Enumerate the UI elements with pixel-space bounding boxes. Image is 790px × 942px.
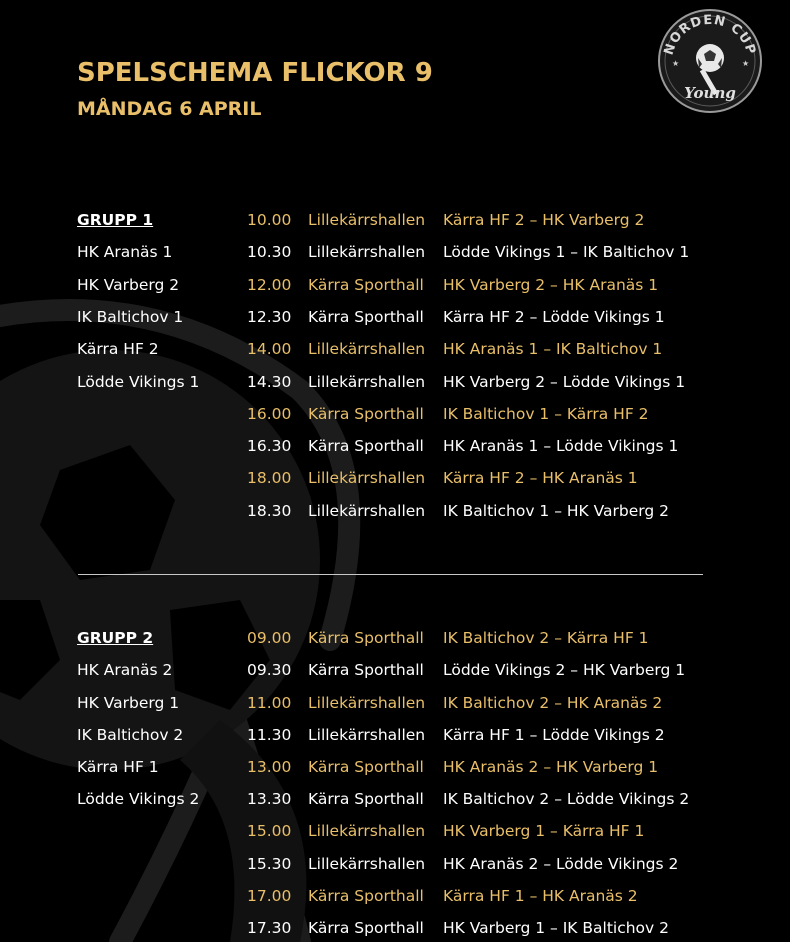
team-name: HK Aranäs 1 bbox=[77, 243, 173, 261]
match-teams: Kärra HF 1 – Lödde Vikings 2 bbox=[443, 726, 665, 744]
page-subtitle: MÅNDAG 6 APRIL bbox=[77, 98, 262, 120]
match-teams: Kärra HF 2 – HK Aranäs 1 bbox=[443, 469, 638, 487]
team-name: Kärra HF 1 bbox=[77, 758, 159, 776]
match-teams: IK Baltichov 2 – Kärra HF 1 bbox=[443, 629, 649, 647]
schedule-row bbox=[0, 626, 790, 650]
match-time: 16.30 bbox=[247, 437, 292, 455]
team-name: IK Baltichov 2 bbox=[77, 726, 184, 744]
match-teams: HK Aranäs 2 – Lödde Vikings 2 bbox=[443, 855, 679, 873]
logo-bottom-text: Young bbox=[684, 84, 736, 102]
schedule-row bbox=[0, 240, 790, 264]
section-divider bbox=[78, 574, 703, 575]
match-teams: Kärra HF 2 – Lödde Vikings 1 bbox=[443, 308, 665, 326]
schedule-row bbox=[0, 691, 790, 715]
match-time: 10.30 bbox=[247, 243, 292, 261]
match-time: 14.00 bbox=[247, 340, 292, 358]
match-teams: Lödde Vikings 1 – IK Baltichov 1 bbox=[443, 243, 690, 261]
team-name: Lödde Vikings 2 bbox=[77, 790, 200, 808]
team-name: Kärra HF 2 bbox=[77, 340, 159, 358]
match-venue: Kärra Sporthall bbox=[308, 308, 424, 326]
match-venue: Kärra Sporthall bbox=[308, 276, 424, 294]
schedule-row bbox=[0, 819, 790, 843]
match-venue: Lillekärrshallen bbox=[308, 502, 426, 520]
match-teams: HK Aranäs 2 – HK Varberg 1 bbox=[443, 758, 659, 776]
match-teams: IK Baltichov 1 – HK Varberg 2 bbox=[443, 502, 669, 520]
match-teams: HK Aranäs 1 – Lödde Vikings 1 bbox=[443, 437, 679, 455]
schedule-row bbox=[0, 434, 790, 458]
schedule-row bbox=[0, 466, 790, 490]
schedule-row bbox=[0, 499, 790, 523]
match-venue: Lillekärrshallen bbox=[308, 211, 426, 229]
team-name: HK Aranäs 2 bbox=[77, 661, 173, 679]
schedule-row bbox=[0, 852, 790, 876]
match-teams: Kärra HF 2 – HK Varberg 2 bbox=[443, 211, 645, 229]
match-time: 18.00 bbox=[247, 469, 292, 487]
schedule-row bbox=[0, 723, 790, 747]
schedule-row bbox=[0, 337, 790, 361]
page-title: SPELSCHEMA FLICKOR 9 bbox=[77, 58, 433, 88]
match-time: 10.00 bbox=[247, 211, 292, 229]
schedule-row bbox=[0, 273, 790, 297]
match-teams: HK Aranäs 1 – IK Baltichov 1 bbox=[443, 340, 663, 358]
match-time: 12.00 bbox=[247, 276, 292, 294]
match-time: 11.00 bbox=[247, 694, 292, 712]
match-teams: Lödde Vikings 2 – HK Varberg 1 bbox=[443, 661, 686, 679]
match-teams: IK Baltichov 1 – Kärra HF 2 bbox=[443, 405, 649, 423]
match-venue: Lillekärrshallen bbox=[308, 726, 426, 744]
match-time: 15.30 bbox=[247, 855, 292, 873]
match-time: 13.30 bbox=[247, 790, 292, 808]
match-venue: Kärra Sporthall bbox=[308, 758, 424, 776]
match-teams: HK Varberg 1 – Kärra HF 1 bbox=[443, 822, 645, 840]
group-name: GRUPP 2 bbox=[77, 629, 154, 647]
match-teams: IK Baltichov 2 – HK Aranäs 2 bbox=[443, 694, 663, 712]
team-name: HK Varberg 2 bbox=[77, 276, 180, 294]
schedule-row bbox=[0, 305, 790, 329]
schedule-row bbox=[0, 658, 790, 682]
schedule-row bbox=[0, 755, 790, 779]
match-teams: HK Varberg 2 – HK Aranäs 1 bbox=[443, 276, 659, 294]
match-venue: Lillekärrshallen bbox=[308, 243, 426, 261]
team-name: Lödde Vikings 1 bbox=[77, 373, 200, 391]
match-venue: Kärra Sporthall bbox=[308, 437, 424, 455]
match-venue: Lillekärrshallen bbox=[308, 855, 426, 873]
match-teams: IK Baltichov 2 – Lödde Vikings 2 bbox=[443, 790, 690, 808]
match-time: 16.00 bbox=[247, 405, 292, 423]
match-time: 17.30 bbox=[247, 919, 292, 937]
norden-cup-logo bbox=[654, 8, 766, 114]
match-venue: Lillekärrshallen bbox=[308, 469, 426, 487]
team-name: HK Varberg 1 bbox=[77, 694, 180, 712]
match-time: 14.30 bbox=[247, 373, 292, 391]
svg-text:★: ★ bbox=[672, 59, 680, 68]
match-venue: Lillekärrshallen bbox=[308, 694, 426, 712]
match-time: 15.00 bbox=[247, 822, 292, 840]
match-teams: HK Varberg 2 – Lödde Vikings 1 bbox=[443, 373, 686, 391]
match-venue: Lillekärrshallen bbox=[308, 340, 426, 358]
match-venue: Kärra Sporthall bbox=[308, 790, 424, 808]
schedule-row bbox=[0, 884, 790, 908]
schedule-row bbox=[0, 787, 790, 811]
match-venue: Kärra Sporthall bbox=[308, 887, 424, 905]
logo-top-text: NORDEN CUP bbox=[661, 12, 759, 57]
match-venue: Kärra Sporthall bbox=[308, 661, 424, 679]
match-venue: Lillekärrshallen bbox=[308, 822, 426, 840]
svg-text:★: ★ bbox=[742, 59, 750, 68]
match-teams: HK Varberg 1 – IK Baltichov 2 bbox=[443, 919, 669, 937]
match-venue: Kärra Sporthall bbox=[308, 629, 424, 647]
match-teams: Kärra HF 1 – HK Aranäs 2 bbox=[443, 887, 638, 905]
match-venue: Kärra Sporthall bbox=[308, 919, 424, 937]
match-time: 13.00 bbox=[247, 758, 292, 776]
team-name: IK Baltichov 1 bbox=[77, 308, 184, 326]
match-time: 09.30 bbox=[247, 661, 292, 679]
match-time: 12.30 bbox=[247, 308, 292, 326]
schedule-row bbox=[0, 370, 790, 394]
match-time: 17.00 bbox=[247, 887, 292, 905]
match-time: 18.30 bbox=[247, 502, 292, 520]
schedule-row bbox=[0, 208, 790, 232]
match-venue: Kärra Sporthall bbox=[308, 405, 424, 423]
match-time: 09.00 bbox=[247, 629, 292, 647]
schedule-row bbox=[0, 916, 790, 940]
group-name: GRUPP 1 bbox=[77, 211, 154, 229]
schedule-row bbox=[0, 402, 790, 426]
match-time: 11.30 bbox=[247, 726, 292, 744]
match-venue: Lillekärrshallen bbox=[308, 373, 426, 391]
